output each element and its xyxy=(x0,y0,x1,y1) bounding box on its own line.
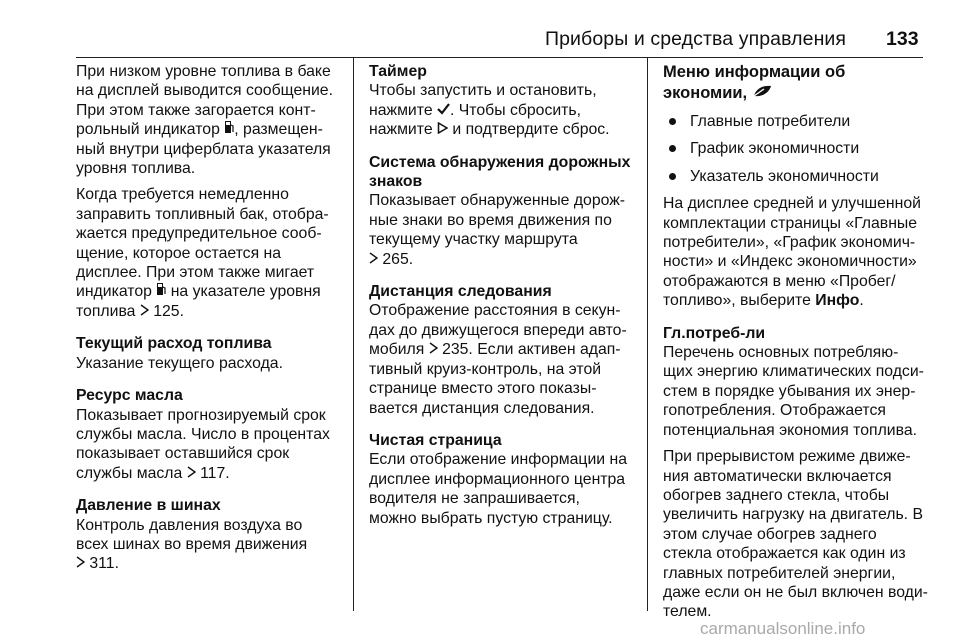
column-3 xyxy=(663,62,933,629)
text-line: показывает оставшийся срок xyxy=(76,445,290,463)
column-divider-1 xyxy=(353,58,354,611)
text-line: Если отображение информации на xyxy=(369,451,628,469)
text-line: этом случае обогрев заднего xyxy=(663,525,877,543)
list-item xyxy=(663,139,933,158)
list-item xyxy=(663,167,933,186)
text-line: дисплее. При этом также мигает xyxy=(76,264,315,282)
text-line: ный внутри циферблата указателя xyxy=(76,140,331,158)
text-line: Показывает прогнозируемый срок xyxy=(76,406,326,424)
page-reference-link[interactable]: 125. xyxy=(153,302,184,320)
text-line: нажмите xyxy=(369,101,437,119)
text-line: Система обнаружения дорожных xyxy=(369,153,631,171)
play-icon xyxy=(437,120,448,139)
paragraph-traffic-sign xyxy=(369,191,639,269)
text-line: Показывает обнаруженные дорож- xyxy=(369,192,626,210)
text-line: стем в порядке убывания их энер- xyxy=(663,382,916,400)
text-line: обогрев заднего стекла, чтобы xyxy=(663,486,890,504)
text-line: гопотребления. Отображается xyxy=(663,402,886,420)
list-item xyxy=(663,112,933,131)
checkmark-icon xyxy=(437,101,450,120)
paragraph-main-consumers xyxy=(663,343,933,440)
paragraph-rear-window-heating xyxy=(663,447,933,622)
text-line: Отображение расстояния в секун- xyxy=(369,302,621,320)
text-line: нажмите xyxy=(369,121,437,139)
text-line: Меню информации об xyxy=(663,63,846,81)
watermark: carmanualsonline.info xyxy=(700,619,866,638)
paragraph-timer xyxy=(369,81,639,139)
paragraph-low-fuel xyxy=(76,62,346,178)
text-line: топливо», выберите xyxy=(663,292,816,310)
page-reference-link[interactable]: 265. xyxy=(382,250,414,268)
text-line: дисплее информационного центра xyxy=(369,470,626,488)
menu-item-info: Инфо xyxy=(815,292,860,310)
text-line: службы масла. Число в процентах xyxy=(76,425,330,443)
text-line: топлива xyxy=(76,302,140,320)
paragraph-refuel xyxy=(76,185,346,321)
text-line: странице вместо этого показы- xyxy=(369,380,597,398)
text-line: ные знаки во время движения по xyxy=(369,211,612,229)
reference-arrow-icon xyxy=(76,554,85,573)
section-heading-timer: Таймер xyxy=(369,63,427,80)
text-line: можно выбрать пустую страницу. xyxy=(369,509,613,527)
text-line: вается дистанция следования. xyxy=(369,399,595,417)
page-reference-link[interactable]: 311. xyxy=(89,555,119,573)
text-line: комплектации страницы «Главные xyxy=(663,214,918,232)
text-line: Указание текущего расхода. xyxy=(76,354,283,372)
text-line: уровня топлива. xyxy=(76,160,196,178)
column-1 xyxy=(76,62,346,581)
text-line: знаков xyxy=(369,173,423,191)
text-line: При прерывистом режиме движе- xyxy=(663,448,911,466)
text-line: Контроль давления воздуха во xyxy=(76,516,303,534)
text-line: щение, которое остается на xyxy=(76,244,282,262)
text-line: мобиля xyxy=(369,341,429,359)
list-item-label: График экономичности xyxy=(690,140,860,158)
text-line: щих энергию климатических подси- xyxy=(663,363,924,381)
text-line: Когда требуется немедленно xyxy=(76,186,289,204)
paragraph-eco-menu xyxy=(663,194,933,310)
bullet-icon xyxy=(669,173,676,180)
paragraph-tire-pressure xyxy=(76,516,346,574)
text-line: даже если он не был включен води- xyxy=(663,583,928,601)
list-item-label: Указатель экономичности xyxy=(690,167,879,185)
text-line: на указателе уровня xyxy=(166,283,321,301)
reference-arrow-icon xyxy=(187,464,196,483)
text-line: . Чтобы сбросить, xyxy=(450,101,582,119)
page-header-title: Приборы и средства управления xyxy=(545,28,847,50)
eco-leaf-icon xyxy=(752,83,772,104)
list-item-label: Главные потребители xyxy=(690,113,851,130)
page-number: 133 xyxy=(886,28,919,50)
text-line: заправить топливный бак, отобра- xyxy=(76,205,329,223)
text-line: индикатор xyxy=(76,283,157,301)
text-line: на дисплей выводится сообщение. xyxy=(76,82,333,100)
paragraph-blank-page xyxy=(369,450,639,528)
eco-pages-list xyxy=(663,112,933,186)
text-line: ния автоматически включается xyxy=(663,467,892,485)
column-divider-2 xyxy=(647,58,648,611)
section-heading-blank-page: Чистая страница xyxy=(369,431,502,449)
text-line: жается предупредительное сооб- xyxy=(76,225,322,243)
text-line: дах до движущегося впереди авто- xyxy=(369,321,627,339)
section-heading-traffic-sign xyxy=(369,153,639,192)
text-line: потенциальная экономия топлива. xyxy=(663,421,918,439)
text-line: увеличить нагрузку на двигатель. В xyxy=(663,506,923,524)
fuel-pump-icon xyxy=(156,282,166,301)
text-line: стекла отображается как один из xyxy=(663,545,906,563)
bullet-icon xyxy=(669,118,676,125)
page-reference-link[interactable]: 235. Если активен адап- xyxy=(442,341,621,359)
bullet-icon xyxy=(669,145,676,152)
section-heading-tire-pressure: Давление в шинах xyxy=(76,497,221,515)
column-2 xyxy=(369,62,639,535)
header-rule xyxy=(76,57,923,58)
text-line: рольный индикатор xyxy=(76,121,225,139)
text-line: главных потребителей энергии, xyxy=(663,564,896,582)
text-line: . xyxy=(859,292,864,310)
text-line: телем. xyxy=(663,603,712,621)
section-heading-current-consumption: Текущий расход топлива xyxy=(76,335,272,353)
text-line: потребители», «График экономич- xyxy=(663,234,916,252)
paragraph-oil-life xyxy=(76,406,346,484)
text-line: Чтобы запустить и остановить, xyxy=(369,82,597,100)
fuel-pump-icon xyxy=(224,120,234,139)
text-line: тивный круиз-контроль, на этой xyxy=(369,360,602,378)
paragraph-following-distance xyxy=(369,301,639,417)
section-heading-eco-info xyxy=(663,62,933,104)
reference-arrow-icon xyxy=(140,302,149,321)
text-line: текущему участку маршрута xyxy=(369,231,578,249)
page-reference-link[interactable]: 117. xyxy=(200,464,230,482)
text-line: экономии, xyxy=(663,84,752,102)
paragraph-current-consumption xyxy=(76,354,346,373)
section-heading-main-consumers: Гл.потреб-ли xyxy=(663,324,766,342)
text-line: , размещен- xyxy=(234,121,323,139)
text-line: и подтвердите сброс. xyxy=(448,121,610,139)
text-line: При этом также загорается конт- xyxy=(76,101,316,119)
text-line: На дисплее средней и улучшенной xyxy=(663,195,921,213)
text-line: всех шинах во время движения xyxy=(76,535,308,553)
text-line: ности» и «Индекс экономичности» xyxy=(663,253,917,271)
text-line: водителя не запрашивается, xyxy=(369,490,580,508)
text-line: При низком уровне топлива в баке xyxy=(76,63,331,80)
section-heading-oil-life: Ресурс масла xyxy=(76,387,183,405)
section-heading-following-distance: Дистанция следования xyxy=(369,283,552,301)
text-line: Перечень основных потребляю- xyxy=(663,344,899,362)
text-line: отображаются в меню «Пробег/ xyxy=(663,272,896,290)
reference-arrow-icon xyxy=(369,250,378,269)
text-line: службы масла xyxy=(76,464,187,482)
reference-arrow-icon xyxy=(429,340,438,359)
